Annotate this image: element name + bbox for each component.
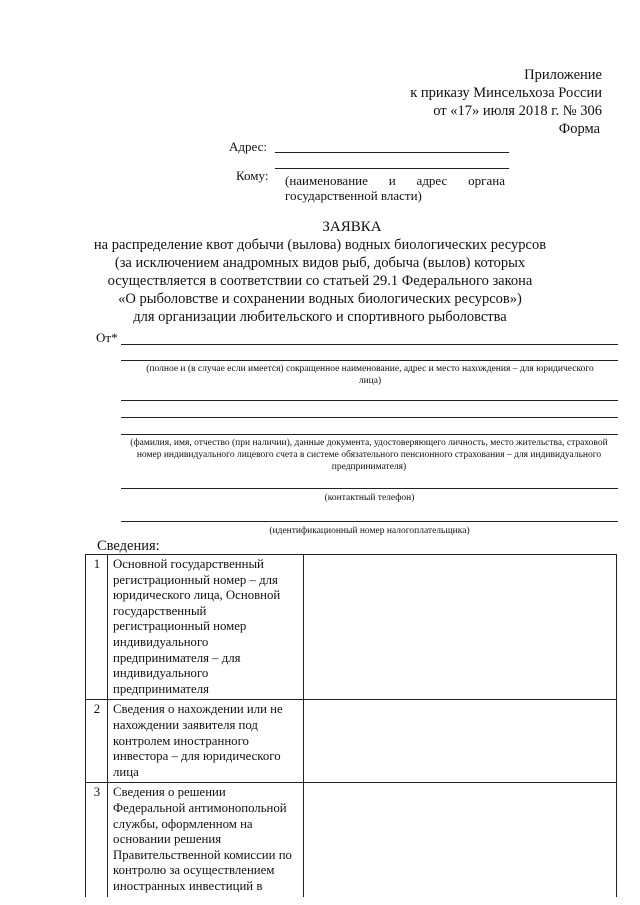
phone-note: (контактный телефон) (324, 493, 415, 503)
row-label: Сведения о нахождении или не нахождении заявителя под контролем иностранного инвестора – для юридического лица (108, 700, 304, 783)
table-row (86, 783, 617, 898)
title-line-3: осуществляется в соответствии со статьей 29.1 Федерального закона (107, 273, 533, 289)
address-line-2[interactable] (275, 168, 509, 169)
from-line-1[interactable] (121, 344, 618, 345)
row-value-field[interactable] (304, 555, 617, 700)
info-heading: Сведения: (97, 538, 160, 554)
to-note-word: (наименование (285, 173, 368, 188)
to-note-word: органа (468, 173, 505, 188)
inn-note: (идентификационный номер налогоплательщика) (269, 526, 470, 536)
title-line-1: на распределение квот добычи (вылова) водных биологических ресурсов (93, 237, 547, 253)
row-label: Основной государственный регистрационный номер – для юридического лица, Основной государственный регистрационный номер индивидуального предпринимателя – для индивидуального предпринимателя (108, 555, 304, 700)
ip-note: (фамилия, имя, отчество (при наличии), данные документа, удостоверяющего личность, место жительства, страховой номер индивидуального лицевого счета в системе обязательного пенсионного страхования – для индивидуального предпринимателя) (130, 438, 608, 472)
info-table (85, 554, 617, 897)
row-number: 2 (86, 700, 108, 783)
to-note-word: адрес (416, 173, 448, 188)
ip-line-3[interactable] (121, 434, 618, 435)
title-line-5: для организации любительского и спортивного рыболовства (133, 309, 507, 325)
to-note-line2: государственной власти) (285, 188, 422, 203)
table-row (86, 555, 617, 700)
row-number: 1 (86, 555, 108, 700)
org-note: (полное и (в случае если имеется) сокращенное наименование, адрес и место нахождения – для юридического лица) (146, 364, 594, 386)
title-line-2: (за исключением анадромных видов рыб, добыча (вылов) которых (114, 255, 526, 271)
to-label: Кому: (236, 168, 269, 183)
to-note-word: и (388, 173, 396, 188)
from-label: От* (96, 330, 118, 345)
from-line-2[interactable] (121, 360, 618, 361)
to-note (285, 173, 505, 189)
row-number: 3 (86, 783, 108, 898)
row-value-field[interactable] (304, 700, 617, 783)
appendix-label: Приложение (524, 67, 602, 83)
table-row (86, 700, 617, 783)
row-label: Сведения о решении Федеральной антимонопольной службы, оформленном на основании решения Правительственной комиссии по контролю за осуществлением иностранных инвестиций в (108, 783, 304, 898)
address-label: Адрес: (229, 139, 267, 154)
phone-line[interactable] (121, 488, 618, 489)
ip-line-1[interactable] (121, 400, 618, 401)
document-title: ЗАЯВКА (322, 219, 382, 235)
inn-line[interactable] (121, 521, 618, 522)
ip-line-2[interactable] (121, 417, 618, 418)
address-line[interactable] (275, 152, 509, 153)
title-line-4: «О рыболовстве и сохранении водных биологических ресурсов») (118, 291, 522, 307)
order-reference: к приказу Минсельхоза России (410, 85, 602, 101)
order-date: от «17» июля 2018 г. № 306 (433, 103, 602, 119)
form-label: Форма (558, 121, 600, 137)
row-value-field[interactable] (304, 783, 617, 898)
